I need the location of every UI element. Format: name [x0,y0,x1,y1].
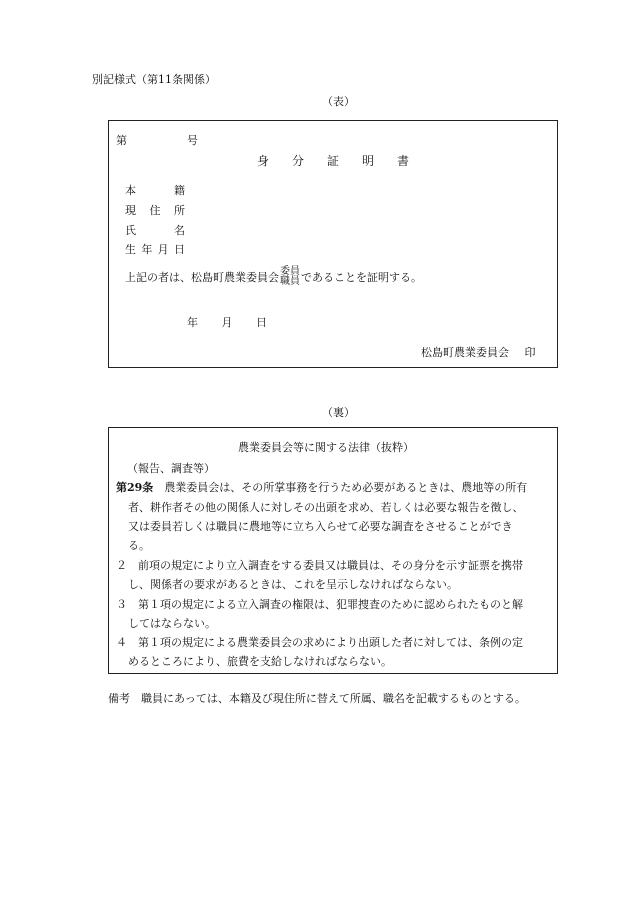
role-choice: 委員 職員 [280,266,300,287]
article-29-line-3: 又は委員若しくは職員に農地等に立ち入らせて必要な調査をさせることができ [128,520,513,533]
field-birthdate: 生 年 月 日 [125,243,185,256]
seal: 印 [524,346,536,359]
paragraph-3-line-1: ３ 第１項の規定による立入調査の権限は、犯罪捜査のために認められたものと解 [116,598,523,611]
back-label: （裏） [322,406,355,419]
field-honseki: 本 籍 [125,184,185,197]
law-subtitle: （報告、調査等） [127,462,215,475]
remarks-note: 備考 職員にあっては、本籍及び現住所に替えて所属、職名を記載するものとする。 [108,692,526,705]
field-name: 氏 名 [125,224,185,237]
issue-date: 年 月 日 [187,316,267,329]
paragraph-4-line-1: ４ 第１項の規定による農業委員会の求めにより出頭した者に対しては、条例の定 [116,636,523,649]
paragraph-3-line-2: してはならない。 [128,617,216,630]
form-label: 別記様式（第11条関係） [92,73,216,86]
certificate-title: 身 分 証 明 書 [257,154,409,168]
front-label: （表） [322,95,355,108]
id-card-front [108,120,558,368]
article-29-line-4: る。 [128,539,150,552]
law-title: 農業委員会等に関する法律（抜粋） [238,441,414,454]
paragraph-2-line-2: し、関係者の要求があるときは、これを呈示しなければならない。 [128,578,458,591]
paragraph-4-line-2: めるところにより、旅費を支給しなければならない。 [128,655,392,668]
number-suffix: 号 [187,134,198,147]
field-address: 現 住 所 [125,204,185,217]
paragraph-2-line-1: ２ 前項の規定により立入調査をする委員又は職員は、その身分を示す証票を携帯 [116,559,523,572]
issuer: 松島町農業委員会 [421,346,509,359]
number-prefix: 第 [116,134,127,147]
article-label: 第29条 [116,481,154,494]
certification-statement: 上記の者は、松島町農業委員会 委員 職員 であることを証明する。 [125,266,422,287]
article-29-line-2: 者、耕作者その他の関係人に対しその出頭を求め、若しくは必要な報告を徴し、 [128,501,524,514]
issuer-line [421,344,536,360]
article-29-line-1: 第29条 農業委員会は、その所掌事務を行うため必要があるときは、農地等の所有 [116,481,528,494]
